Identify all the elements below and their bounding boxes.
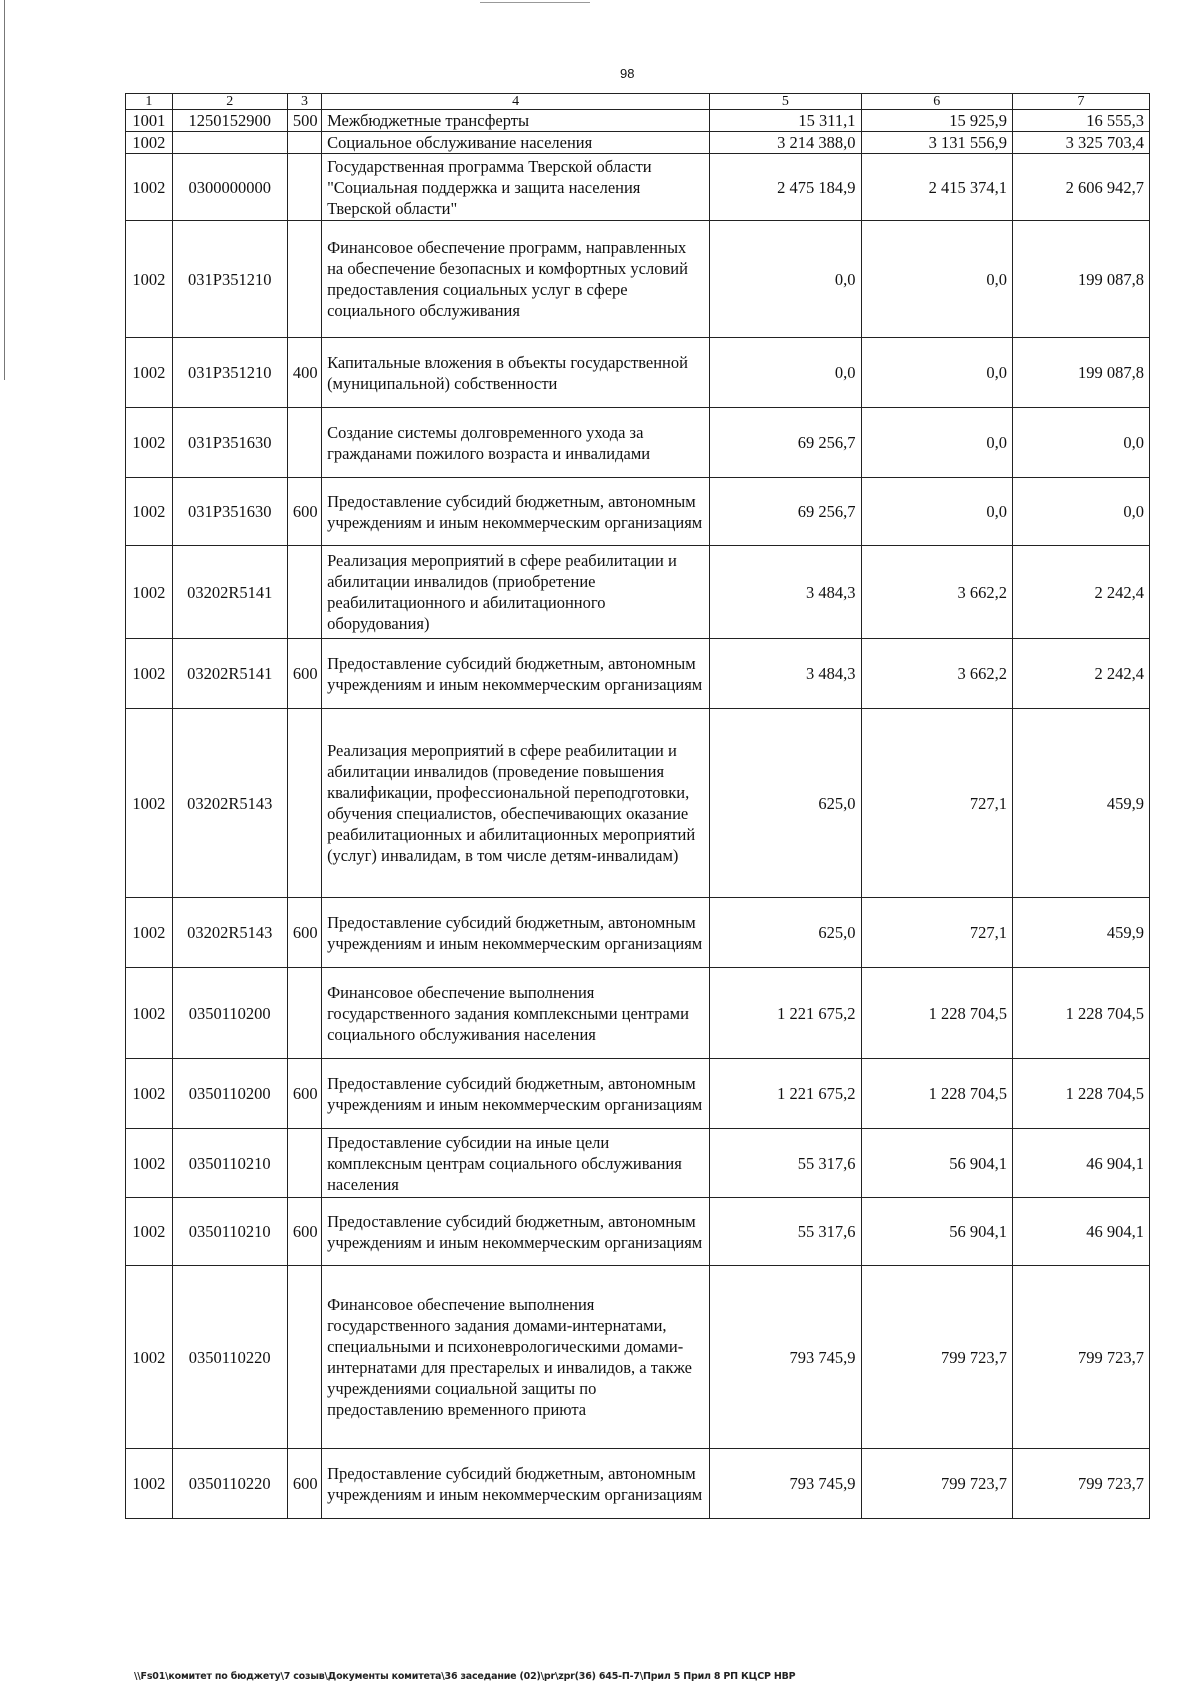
table-row: [126, 110, 1150, 132]
scan-edge-line: [4, 0, 5, 380]
amount-col5: 1 221 675,2: [710, 968, 861, 1059]
amount-col6: 1 228 704,5: [861, 1059, 1012, 1129]
amount-col6: 1 228 704,5: [861, 968, 1012, 1059]
item-name: Реализация мероприятий в сфере реабилитации и абилитации инвалидов (проведение повышения квалификации, профессиональной переподготовки, обучения специалистов, обеспечивающих оказание реабилитационных и абилитационных мероприятий (услуг) инвалидам, в том числе детям-инвалидам): [322, 709, 710, 898]
section-code: 1002: [126, 709, 173, 898]
target-article-code: 0350110210: [172, 1129, 287, 1198]
amount-col6: 56 904,1: [861, 1129, 1012, 1198]
column-header: 2: [172, 94, 287, 110]
section-code: 1002: [126, 639, 173, 709]
table-row: [126, 478, 1150, 546]
column-header: 6: [861, 94, 1012, 110]
target-article-code: 1250152900: [172, 110, 287, 132]
amount-col5: 3 214 388,0: [710, 132, 861, 154]
expense-type-code: 600: [287, 478, 321, 546]
expense-type-code: [287, 1129, 321, 1198]
amount-col5: 0,0: [710, 221, 861, 338]
section-code: 1002: [126, 1129, 173, 1198]
table-row: [126, 154, 1150, 221]
amount-col7: 1 228 704,5: [1013, 968, 1150, 1059]
section-code: 1002: [126, 132, 173, 154]
amount-col5: 625,0: [710, 709, 861, 898]
expense-type-code: [287, 968, 321, 1059]
expense-type-code: 600: [287, 1059, 321, 1129]
expense-type-code: [287, 709, 321, 898]
section-code: 1002: [126, 546, 173, 639]
amount-col6: 3 131 556,9: [861, 132, 1012, 154]
item-name: Предоставление субсидий бюджетным, автономным учреждениям и иным некоммерческим организациям: [322, 898, 710, 968]
amount-col7: 459,9: [1013, 898, 1150, 968]
amount-col7: 799 723,7: [1013, 1449, 1150, 1519]
amount-col6: 799 723,7: [861, 1449, 1012, 1519]
expense-type-code: [287, 1266, 321, 1449]
section-code: 1002: [126, 408, 173, 478]
target-article-code: 0300000000: [172, 154, 287, 221]
budget-table: [125, 93, 1150, 1519]
amount-col5: 0,0: [710, 338, 861, 408]
amount-col5: 3 484,3: [710, 639, 861, 709]
target-article-code: 0350110210: [172, 1198, 287, 1266]
amount-col6: 15 925,9: [861, 110, 1012, 132]
column-header: 1: [126, 94, 173, 110]
item-name: Предоставление субсидий бюджетным, автономным учреждениям и иным некоммерческим организациям: [322, 478, 710, 546]
amount-col7: 1 228 704,5: [1013, 1059, 1150, 1129]
target-article-code: 03202R5141: [172, 546, 287, 639]
expense-type-code: 600: [287, 898, 321, 968]
amount-col7: 0,0: [1013, 478, 1150, 546]
table-row: [126, 898, 1150, 968]
target-article-code: 03202R5143: [172, 709, 287, 898]
item-name: Финансовое обеспечение выполнения государственного задания домами-интернатами, специальными и психоневрологическими домами-интернатами для престарелых и инвалидов, а также учреждениями социальной защиты по предоставлению временного приюта: [322, 1266, 710, 1449]
amount-col7: 46 904,1: [1013, 1129, 1150, 1198]
table-row: [126, 639, 1150, 709]
item-name: Создание системы долговременного ухода за гражданами пожилого возраста и инвалидами: [322, 408, 710, 478]
item-name: Финансовое обеспечение выполнения государственного задания комплексными центрами социального обслуживания населения: [322, 968, 710, 1059]
amount-col5: 15 311,1: [710, 110, 861, 132]
section-code: 1002: [126, 968, 173, 1059]
amount-col6: 3 662,2: [861, 639, 1012, 709]
section-code: 1002: [126, 1449, 173, 1519]
scan-edge-line: [480, 2, 590, 3]
amount-col6: 727,1: [861, 898, 1012, 968]
page-number: 98: [620, 66, 635, 81]
amount-col5: 69 256,7: [710, 478, 861, 546]
expense-type-code: [287, 221, 321, 338]
table-row: [126, 1449, 1150, 1519]
expense-type-code: 500: [287, 110, 321, 132]
amount-col7: 2 606 942,7: [1013, 154, 1150, 221]
column-header: 3: [287, 94, 321, 110]
table-row: [126, 1198, 1150, 1266]
table-row: [126, 968, 1150, 1059]
section-code: 1002: [126, 1198, 173, 1266]
amount-col6: 727,1: [861, 709, 1012, 898]
amount-col6: 0,0: [861, 408, 1012, 478]
expense-type-code: 400: [287, 338, 321, 408]
amount-col6: 3 662,2: [861, 546, 1012, 639]
expense-type-code: 600: [287, 1449, 321, 1519]
section-code: 1002: [126, 338, 173, 408]
amount-col7: 3 325 703,4: [1013, 132, 1150, 154]
amount-col6: 0,0: [861, 338, 1012, 408]
expense-type-code: [287, 154, 321, 221]
column-header: 7: [1013, 94, 1150, 110]
section-code: 1002: [126, 1266, 173, 1449]
item-name: Социальное обслуживание населения: [322, 132, 710, 154]
item-name: Предоставление субсидий бюджетным, автономным учреждениям и иным некоммерческим организациям: [322, 639, 710, 709]
table-row: [126, 1059, 1150, 1129]
footer-file-path: \\Fs01\комитет по бюджету\7 созыв\Документы комитета\36 заседание (02)\pr\zpr(36) 645-П-7\Прил 5 Прил 8 РП КЦСР НВР: [134, 1671, 796, 1682]
item-name: Реализация мероприятий в сфере реабилитации и абилитации инвалидов (приобретение реабилитационного и абилитационного оборудования): [322, 546, 710, 639]
table-row: [126, 1266, 1150, 1449]
amount-col7: 2 242,4: [1013, 639, 1150, 709]
section-code: 1002: [126, 154, 173, 221]
target-article-code: 0350110200: [172, 968, 287, 1059]
item-name: Предоставление субсидий бюджетным, автономным учреждениям и иным некоммерческим организациям: [322, 1198, 710, 1266]
table-row: [126, 709, 1150, 898]
target-article-code: 03202R5141: [172, 639, 287, 709]
item-name: Межбюджетные трансферты: [322, 110, 710, 132]
amount-col7: 199 087,8: [1013, 338, 1150, 408]
amount-col5: 55 317,6: [710, 1129, 861, 1198]
section-code: 1002: [126, 898, 173, 968]
amount-col6: 2 415 374,1: [861, 154, 1012, 221]
section-code: 1001: [126, 110, 173, 132]
amount-col5: 793 745,9: [710, 1449, 861, 1519]
amount-col6: 0,0: [861, 478, 1012, 546]
expense-type-code: [287, 408, 321, 478]
target-article-code: 031P351630: [172, 478, 287, 546]
amount-col7: 2 242,4: [1013, 546, 1150, 639]
target-article-code: 0350110220: [172, 1266, 287, 1449]
item-name: Предоставление субсидий бюджетным, автономным учреждениям и иным некоммерческим организациям: [322, 1059, 710, 1129]
expense-type-code: 600: [287, 1198, 321, 1266]
amount-col7: 16 555,3: [1013, 110, 1150, 132]
expense-type-code: 600: [287, 639, 321, 709]
item-name: Предоставление субсидий бюджетным, автономным учреждениям и иным некоммерческим организациям: [322, 1449, 710, 1519]
section-code: 1002: [126, 1059, 173, 1129]
amount-col7: 459,9: [1013, 709, 1150, 898]
table-row: [126, 546, 1150, 639]
table-row: [126, 221, 1150, 338]
table-row: [126, 338, 1150, 408]
section-code: 1002: [126, 221, 173, 338]
table-header-row: [126, 94, 1150, 110]
amount-col7: 799 723,7: [1013, 1266, 1150, 1449]
target-article-code: 03202R5143: [172, 898, 287, 968]
target-article-code: 0350110220: [172, 1449, 287, 1519]
target-article-code: [172, 132, 287, 154]
amount-col6: 56 904,1: [861, 1198, 1012, 1266]
amount-col6: 0,0: [861, 221, 1012, 338]
amount-col5: 793 745,9: [710, 1266, 861, 1449]
amount-col5: 69 256,7: [710, 408, 861, 478]
amount-col6: 799 723,7: [861, 1266, 1012, 1449]
column-header: 5: [710, 94, 861, 110]
item-name: Государственная программа Тверской области "Социальная поддержка и защита населения Тверской области": [322, 154, 710, 221]
item-name: Капитальные вложения в объекты государственной (муниципальной) собственности: [322, 338, 710, 408]
table-row: [126, 1129, 1150, 1198]
amount-col7: 0,0: [1013, 408, 1150, 478]
amount-col5: 625,0: [710, 898, 861, 968]
item-name: Финансовое обеспечение программ, направленных на обеспечение безопасных и комфортных условий предоставления социальных услуг в сфере социального обслуживания: [322, 221, 710, 338]
expense-type-code: [287, 546, 321, 639]
target-article-code: 031P351630: [172, 408, 287, 478]
amount-col7: 199 087,8: [1013, 221, 1150, 338]
amount-col5: 2 475 184,9: [710, 154, 861, 221]
item-name: Предоставление субсидии на иные цели комплексным центрам социального обслуживания населения: [322, 1129, 710, 1198]
amount-col5: 55 317,6: [710, 1198, 861, 1266]
expense-type-code: [287, 132, 321, 154]
column-header: 4: [322, 94, 710, 110]
target-article-code: 031P351210: [172, 338, 287, 408]
table-row: [126, 408, 1150, 478]
amount-col7: 46 904,1: [1013, 1198, 1150, 1266]
target-article-code: 0350110200: [172, 1059, 287, 1129]
amount-col5: 3 484,3: [710, 546, 861, 639]
table-row: [126, 132, 1150, 154]
section-code: 1002: [126, 478, 173, 546]
amount-col5: 1 221 675,2: [710, 1059, 861, 1129]
target-article-code: 031P351210: [172, 221, 287, 338]
